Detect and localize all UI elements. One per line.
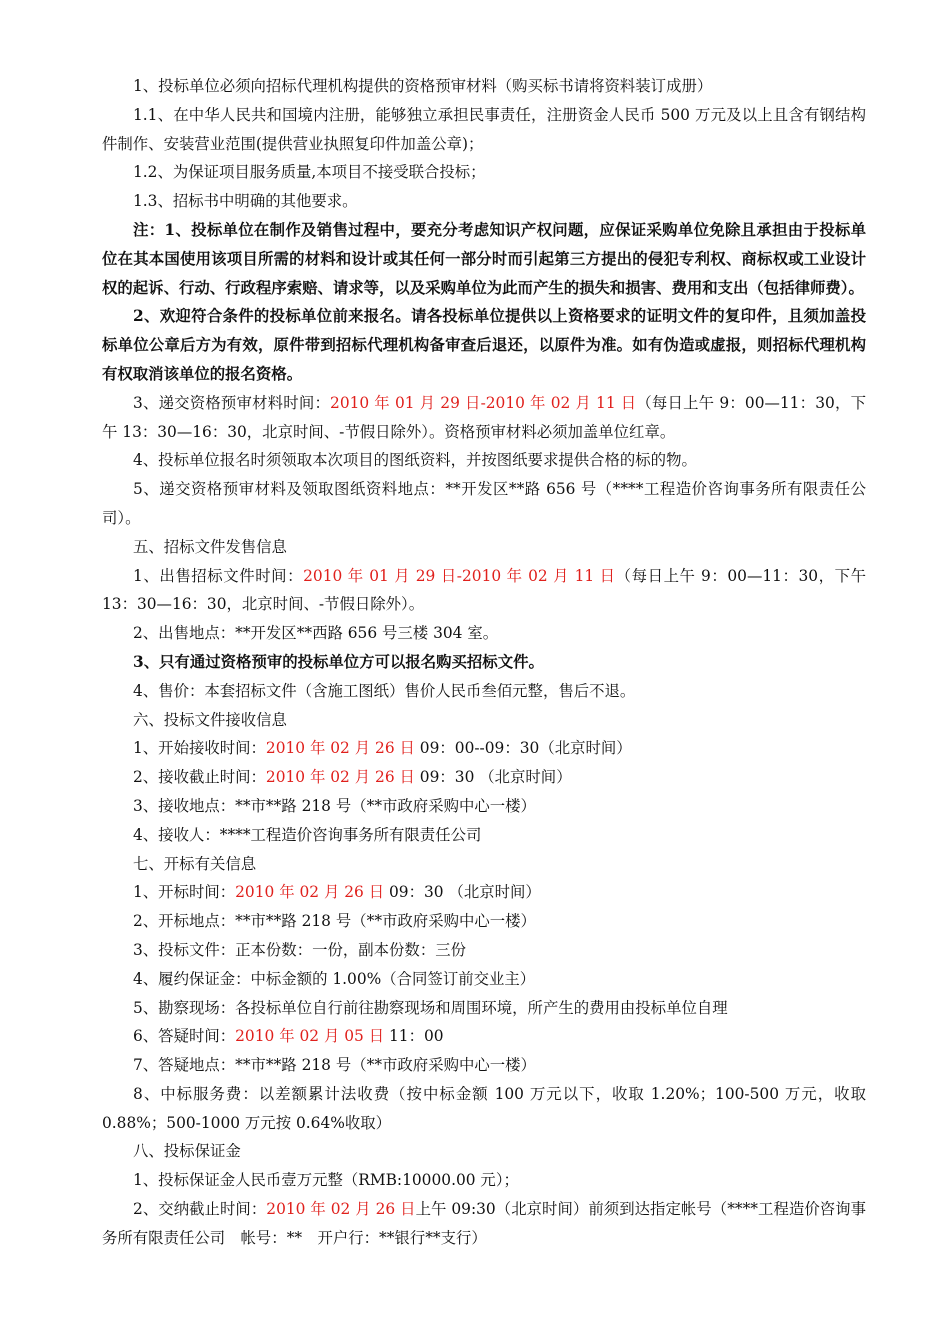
- detail-text: 09：30 （北京时间）: [384, 883, 541, 902]
- label-text: 1、出售招标文件时间：: [133, 566, 304, 585]
- label-text: 6、答疑时间：: [133, 1027, 236, 1046]
- label-text: 1、开标时间：: [133, 883, 236, 902]
- paragraph: 4、售价：本套招标文件（含施工图纸）售价人民币叁佰元整，售后不退。: [133, 681, 636, 700]
- paragraph: 1.2、为保证项目服务质量,本项目不接受联合投标；: [133, 163, 486, 182]
- paragraph: 1、投标保证金人民币壹万元整（RMB:10000.00 元）；: [133, 1171, 519, 1190]
- paragraph: 2、开标地点：**市**路 218 号（**市政府采购中心一楼）: [133, 912, 536, 931]
- paragraph: 2、出售地点：**开发区**西路 656 号三楼 304 室。: [133, 624, 499, 643]
- paragraph: [102, 389, 866, 447]
- detail-text: （每日上午 9：00—11：30，下午 13：30—16：30，北京时间、-节假日除外）。: [102, 566, 867, 614]
- paragraph: [102, 1022, 866, 1051]
- paragraph: 4、接收人：****工程造价咨询事务所有限责任公司: [133, 825, 482, 844]
- note-paragraph: 注：1、投标单位在制作及销售过程中，要充分考虑知识产权问题，应保证采购单位免除且承担由于投标单位在其本国使用该项目所需的材料和设计或其任何一部分时而引起第三方提出的侵犯专利权、商标权或工业设计权的起诉、行动、行政程序索赔、请求等，以及采购单位为此而产生的损失和损害、费用和支出（包括律师费）。: [102, 220, 866, 297]
- detail-text: 09：30 （北京时间）: [414, 768, 572, 787]
- paragraph: 3、投标文件：正本份数：一份，副本份数：三份: [133, 940, 466, 959]
- paragraph: 8、中标服务费：以差额累计法收费（按中标金额 100 万元以下，收取 1.20%；100-500 万元，收取 0.88%；500-1000 万元按 0.64%收取）: [102, 1084, 866, 1132]
- registration-paragraph: 2、欢迎符合条件的投标单位前来报名。请各投标单位提供以上资格要求的证明文件的复印件，且须加盖投标单位公章后方为有效，原件带到招标代理机构备审查后退还，以原件为准。如有伪造或虚报，则招标代理机构有权取消该单位的报名资格。: [102, 307, 866, 383]
- date-range: 2010 年 01 月 29 日-2010 年 02 月 11 日: [330, 393, 637, 412]
- detail-text: 上午 09:30（北京时间）前须到达指定帐号（****工程造价咨询事务所有限责任公司 帐号：** 开户行：**银行**支行）: [102, 1200, 867, 1247]
- date-text: 2010 年 02 月 26 日: [265, 768, 415, 787]
- paragraph: 3、只有通过资格预审的投标单位方可以报名购买招标文件。: [133, 652, 544, 671]
- label-text: 3、递交资格预审材料时间：: [133, 393, 331, 412]
- detail-text: 09：00--09：30（北京时间）: [414, 739, 632, 758]
- label-text: 2、接收截止时间：: [133, 768, 266, 787]
- section-heading: 五、招标文件发售信息: [133, 537, 287, 556]
- date-text: 2010 年 02 月 26 日: [265, 739, 415, 758]
- paragraph: 5、勘察现场：各投标单位自行前往勘察现场和周围环境，所产生的费用由投标单位自理: [133, 998, 728, 1017]
- date-text: 2010 年 02 月 26 日: [266, 1200, 416, 1219]
- paragraph: [102, 878, 866, 907]
- paragraph: 3、接收地点：**市**路 218 号（**市政府采购中心一楼）: [133, 796, 536, 815]
- section-heading: 七、开标有关信息: [133, 854, 257, 873]
- paragraph: 1、投标单位必须向招标代理机构提供的资格预审材料（购买标书请将资料装订成册）: [133, 77, 713, 95]
- paragraph: [102, 763, 866, 792]
- paragraph: 4、履约保证金：中标金额的 1.00%（合同签订前交业主）: [133, 969, 536, 988]
- date-range: 2010 年 01 月 29 日-2010 年 02 月 11 日: [303, 566, 616, 585]
- detail-text: （每日上午 9：00—11：30，下午 13：30—16：30，北京时间、-节假日除外）。资格预审材料必须加盖单位红章。: [102, 393, 867, 441]
- paragraph: [102, 734, 866, 763]
- paragraph: [102, 1195, 866, 1253]
- date-text: 2010 年 02 月 05 日: [235, 1027, 385, 1046]
- section-heading: 六、投标文件接收信息: [133, 710, 287, 729]
- paragraph: [102, 562, 866, 620]
- section-heading: 八、投标保证金: [133, 1142, 241, 1161]
- paragraph: 4、投标单位报名时须领取本次项目的图纸资料，并按图纸要求提供合格的标的物。: [133, 451, 697, 470]
- label-text: 1、开始接收时间：: [133, 739, 266, 758]
- date-text: 2010 年 02 月 26 日: [235, 883, 385, 902]
- detail-text: 11：00: [384, 1027, 444, 1046]
- paragraph: 1.1、在中华人民共和国境内注册，能够独立承担民事责任，注册资金人民币 500 万元及以上且含有钢结构件制作、安装营业范围(提供营业执照复印件加盖公章)；: [102, 105, 866, 153]
- label-text: 2、交纳截止时间：: [133, 1200, 267, 1219]
- paragraph: 1.3、招标书中明确的其他要求。: [133, 192, 358, 211]
- paragraph: 5、递交资格预审材料及领取图纸资料地点：**开发区**路 656 号（****工程造价咨询事务所有限责任公司）。: [102, 480, 866, 527]
- paragraph: 7、答疑地点：**市**路 218 号（**市政府采购中心一楼）: [133, 1056, 536, 1075]
- document-body: [102, 72, 866, 1253]
